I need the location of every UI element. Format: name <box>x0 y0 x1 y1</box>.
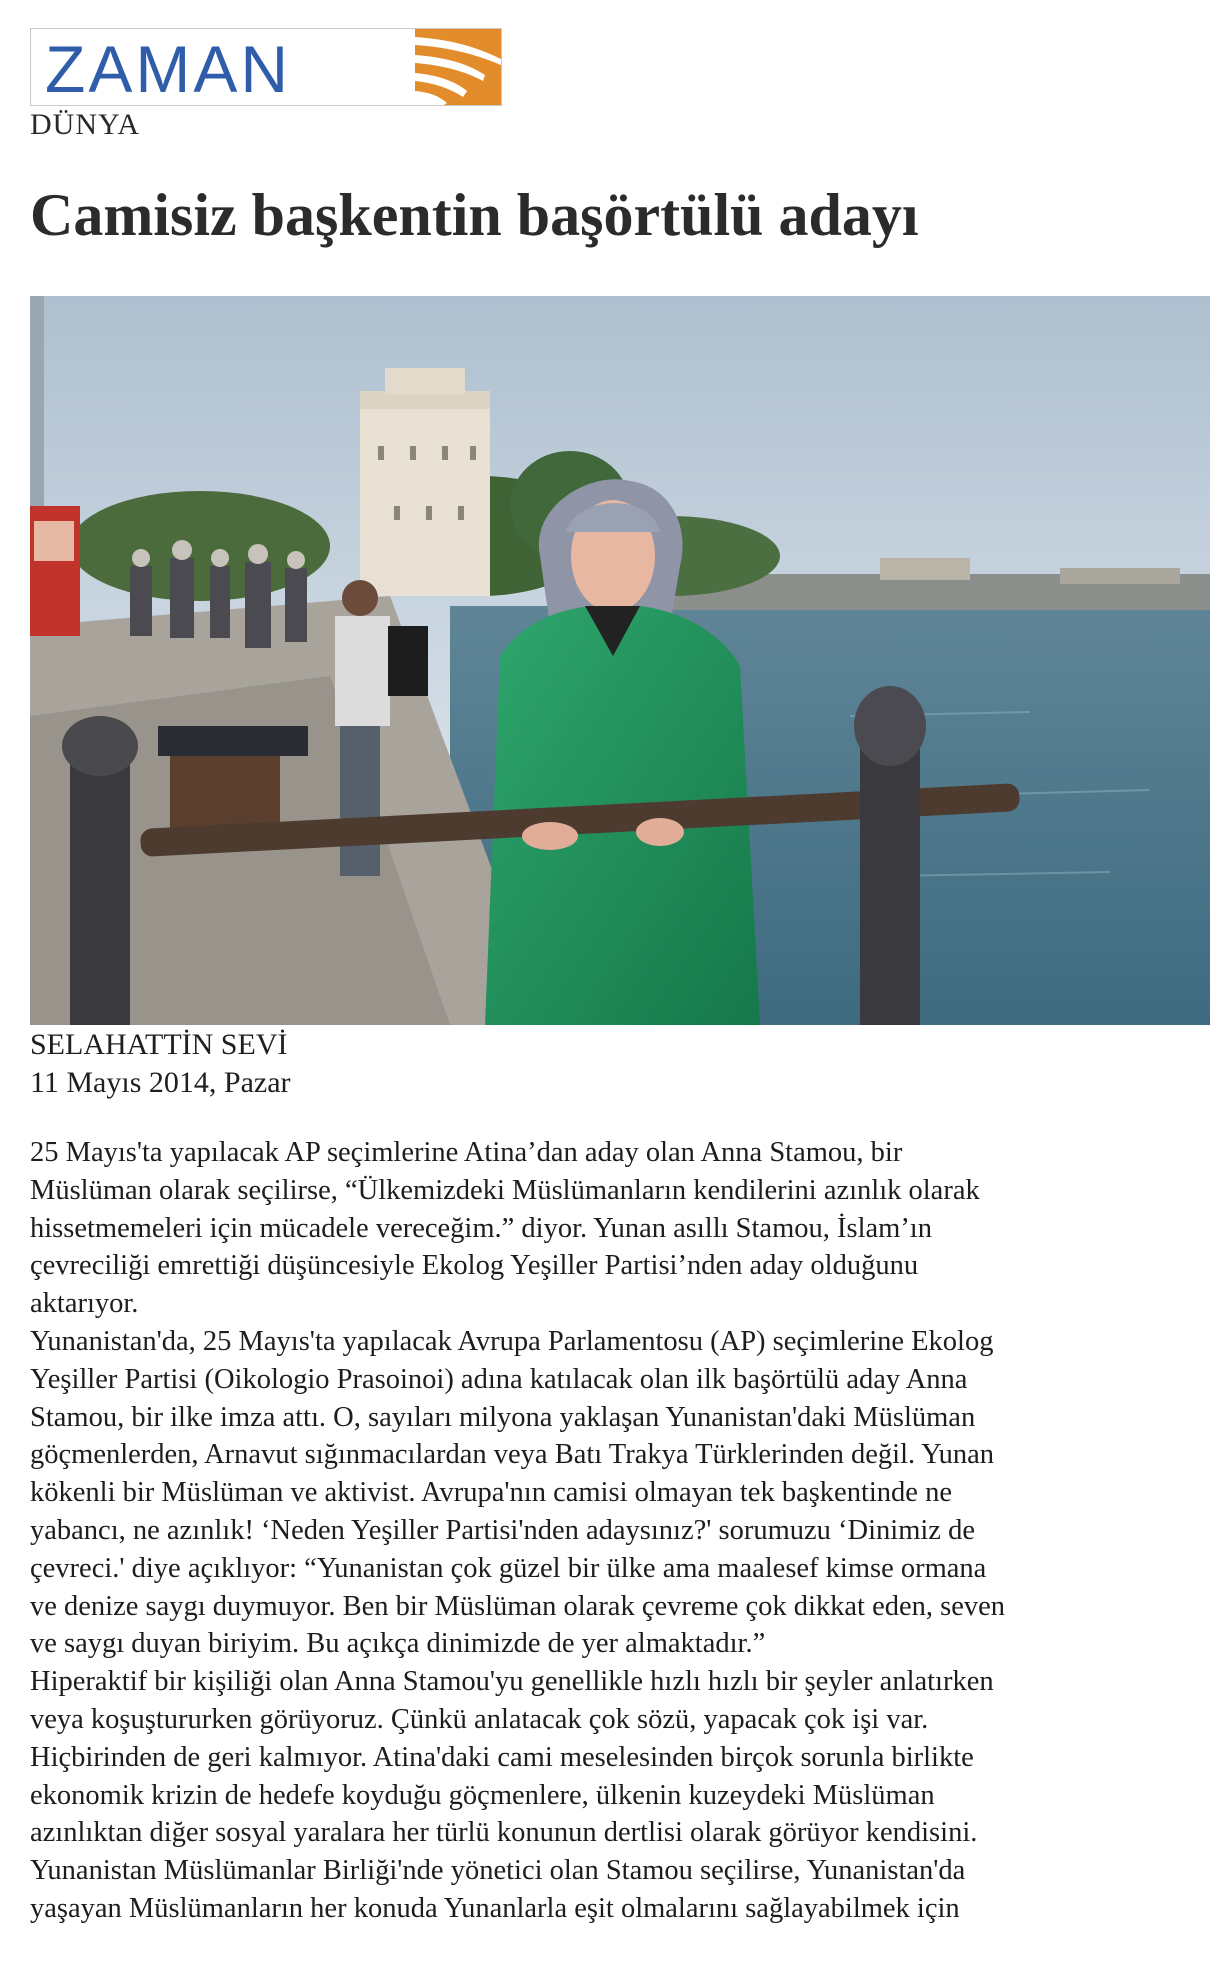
body-line: 25 Mayıs'ta yapılacak AP seçimlerine Atina’dan aday olan Anna Stamou, bir <box>30 1137 903 1168</box>
body-line: çevreci.' diye açıklıyor: “Yunanistan çok güzel bir ülke ama maalesef kimse ormana <box>30 1552 987 1584</box>
zaman-flame-icon <box>415 29 501 106</box>
article-photo[interactable] <box>30 296 1210 1025</box>
logo-text: ZAMAN <box>45 32 291 106</box>
article-headline: Camisiz başkentin başörtülü adayı <box>30 182 919 248</box>
body-line: kökenli bir Müslüman ve aktivist. Avrupa'nın camisi olmayan tek başkentinde ne <box>30 1477 952 1509</box>
body-line: hissetmemeleri için mücadele vereceğim.” diyor. Yunan asıllı Stamou, İslam’ın <box>30 1212 932 1244</box>
article-body <box>30 1134 1210 1928</box>
body-line: veya koşuştururken görüyoruz. Çünkü anlatacak çok sözü, yapacak çok işi var. <box>30 1703 929 1735</box>
zaman-logo[interactable] <box>30 28 502 106</box>
body-line: azınlıktan diğer sosyal yaralara her türlü konunun dertlisi olarak görüyor kendisini. <box>30 1817 978 1849</box>
author-name: SELAHATTİN SEVİ <box>30 1028 288 1061</box>
body-line: çevreciliği emrettiği düşüncesiyle Ekolog Yeşiller Partisi’nden aday olduğunu <box>30 1250 919 1282</box>
body-line: ekonomik krizin de hedefe koyduğu göçmenlere, ülkenin kuzeydeki Müslüman <box>30 1779 935 1811</box>
body-line: Stamou, bir ilke imza attı. O, sayıları milyona yaklaşan Yunanistan'daki Müslüman <box>30 1401 976 1433</box>
body-line: Hiçbirinden de geri kalmıyor. Atina'daki cami meselesinden birçok sorunla birlikte <box>30 1741 974 1773</box>
masthead <box>30 28 500 108</box>
body-line: Yeşiller Partisi (Oikologio Prasoinoi) adına katılacak olan ilk başörtülü aday Anna <box>30 1363 968 1395</box>
body-line: aktarıyor. <box>30 1288 139 1320</box>
byline <box>30 1026 291 1102</box>
body-line: Yunanistan Müslümanlar Birliği'nde yönetici olan Stamou seçilirse, Yunanistan'da <box>30 1855 966 1887</box>
body-line: yabancı, ne azınlık! ‘Neden Yeşiller Partisi'nden adaysınız?' sorumuzu ‘Dinimiz de <box>30 1514 975 1546</box>
body-line: Hiperaktif bir kişiliği olan Anna Stamou'yu genellikle hızlı hızlı bir şeyler anlatırken <box>30 1666 994 1698</box>
body-line: ve denize saygı duymuyor. Ben bir Müslüman olarak çevreme çok dikkat eden, seven <box>30 1590 1006 1622</box>
publish-date: 11 Mayıs 2014, Pazar <box>30 1066 291 1099</box>
white-tower-photo <box>30 296 1210 1025</box>
body-line: göçmenlerden, Arnavut sığınmacılardan veya Batı Trakya Türklerinden değil. Yunan <box>30 1439 995 1471</box>
body-line: Müslüman olarak seçilirse, “Ülkemizdeki Müslümanların kendilerini azınlık olarak <box>30 1174 980 1206</box>
body-line: yaşayan Müslümanların her konuda Yunanlarla eşit olmalarını sağlayabilmek için <box>30 1892 960 1924</box>
body-line: ve saygı duyan biriyim. Bu açıkça dinimizde de yer almaktadır.” <box>30 1628 766 1660</box>
body-line: Yunanistan'da, 25 Mayıs'ta yapılacak Avrupa Parlamentosu (AP) seçimlerine Ekolog <box>30 1325 994 1357</box>
section-label: DÜNYA <box>30 108 140 141</box>
